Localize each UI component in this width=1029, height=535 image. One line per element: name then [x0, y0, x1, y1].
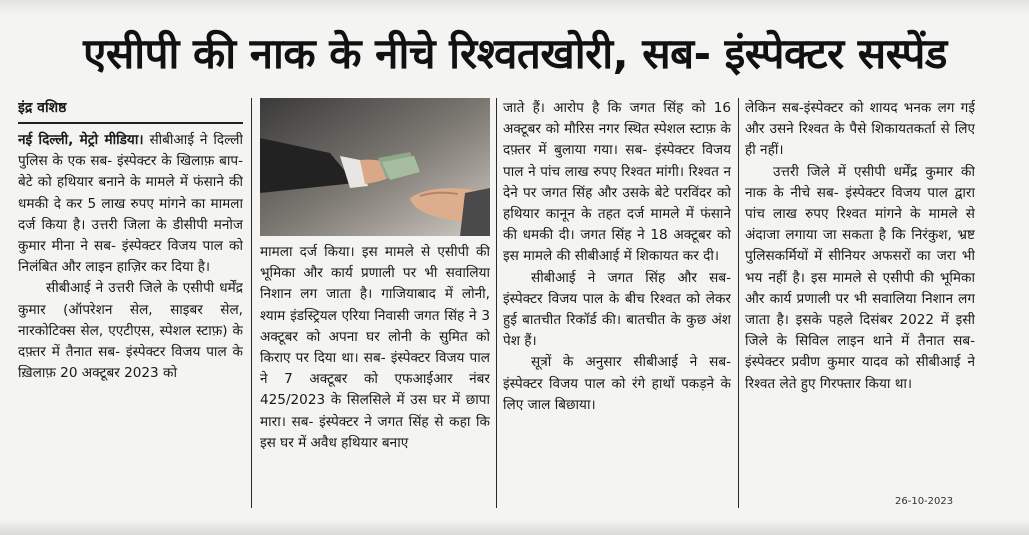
- paragraph: सूत्रों के अनुसार सीबीआई ने सब- इंस्पेक्टर विजय पाल को रंगे हाथों पकड़ने के लिए जाल बिछाया।: [503, 354, 731, 413]
- article-column-1: [18, 98, 243, 384]
- paragraph: [18, 130, 243, 278]
- paragraph: सीबीआई ने उत्तरी जिले के एसीपी धर्मेंद्र कुमार (ऑपरेशन सेल, साइबर सेल, नारकोटिक्स सेल, एएटीएस, स्पेशल स्टाफ़) के दफ़्तर में तैनात सब- इंस्पेक्टर विजय पाल के ख़िलाफ़ 20 अक्टूबर 2023 को: [18, 280, 243, 382]
- column-divider: [738, 98, 739, 508]
- column-divider: [496, 98, 497, 508]
- paragraph: उत्तरी जिले में एसीपी धर्मेंद्र कुमार की नाक के नीचे सब- इंस्पेक्टर विजय पाल द्वारा पांच लाख रुपए रिश्वत मांगने के मामले से अंदाजा लगाया जा सकता है कि निरंकुश, भ्रष्ट पुलिसकर्मियों में सीनियर अफसरों का जरा भी भय नहीं है। इस मामले से एसीपी की भूमिका और कार्य प्रणाली पर भी सवालिया निशान लग जाता है। इसके पहले दिसंबर 2022 में इसी जिले के सिविल लाइन थाने में तैनात सब- इंस्पेक्टर प्रवीण कुमार यादव को सीबीआई ने रिश्वत लेते हुए गिरफ्तार किया था।: [745, 163, 975, 392]
- publish-date: 26-10-2023: [895, 496, 954, 507]
- paragraph-text: सीबीआई ने दिल्ली पुलिस के एक सब- इंस्पेक्टर के खिलाफ़ बाप-बेटे को हथियार बनाने के मामले में फंसाने की धमकी दे कर 5 लाख रुपए मांगने का मामला दर्ज किया है। उत्तरी जिला के डीसीपी मनोज कुमार मीना ने सब- इंस्पेक्टर विजय पाल को निलंबित और लाइन हाज़िर कर दिया है।: [18, 132, 243, 276]
- paragraph: मामला दर्ज किया। इस मामले से एसीपी की भूमिका और कार्य प्रणाली पर भी सवालिया निशान लग जाता है। गाजियाबाद में लोनी, श्याम इंडस्ट्रियल एरिया निवासी जगत सिंह ने 3 अक्टूबर को अपना घर लोनी के सुमित को किराए पर दिया था। सब- इंस्पेक्टर विजय पाल ने 7 अक्टूबर को एफआईआर नंबर 425/2023 के सिलसिले में उस घर में छापा मारा। सब- इंस्पेक्टर ने जगत सिंह से कहा कि इस घर में अवैध हथियार बनाए: [260, 244, 490, 451]
- article-column-3: [503, 98, 731, 416]
- bribe-photo: [260, 98, 490, 236]
- paragraph: सीबीआई ने जगत सिंह और सब- इंस्पेक्टर विजय पाल के बीच रिश्वत को लेकर हुई बातचीत रिकॉर्ड की। बातचीत के कुछ अंश पेश हैं।: [503, 269, 731, 350]
- previous-article-strip: [0, 0, 1029, 14]
- byline: इंद्र वशिष्ठ: [18, 100, 67, 116]
- dateline: नई दिल्ली, मेट्रो मीडिया।: [18, 132, 144, 148]
- paragraph: जाते हैं। आरोप है कि जगत सिंह को 16 अक्टूबर को मौरिस नगर स्थित स्पेशल स्टाफ़ के दफ़्तर में बुलाया गया। सब- इंस्पेक्टर विजय पाल ने पांच लाख रुपए रिश्वत मांगी। रिश्वत न देने पर जगत सिंह और उसके बेटे परविंदर को हथियार कानून के तहत दर्ज मामले में फंसाने की धमकी दी। जगत सिंह ने 18 अक्टूबर को इस मामले की सीबीआई में शिकायत कर दी।: [503, 100, 731, 265]
- byline-divider: [18, 122, 243, 124]
- paragraph: लेकिन सब-इंस्पेक्टर को शायद भनक लग गई और उसने रिश्वत के पैसे शिकायतकर्ता से लिए ही नहीं।: [745, 100, 975, 159]
- column-divider: [251, 98, 252, 508]
- article-column-4: [745, 98, 975, 395]
- next-article-strip: [0, 520, 1029, 535]
- article-column-2: [260, 98, 490, 454]
- headline: एसीपी की नाक के नीचे रिश्वतखोरी, सब- इंस्पेक्टर सस्पेंड: [83, 29, 947, 78]
